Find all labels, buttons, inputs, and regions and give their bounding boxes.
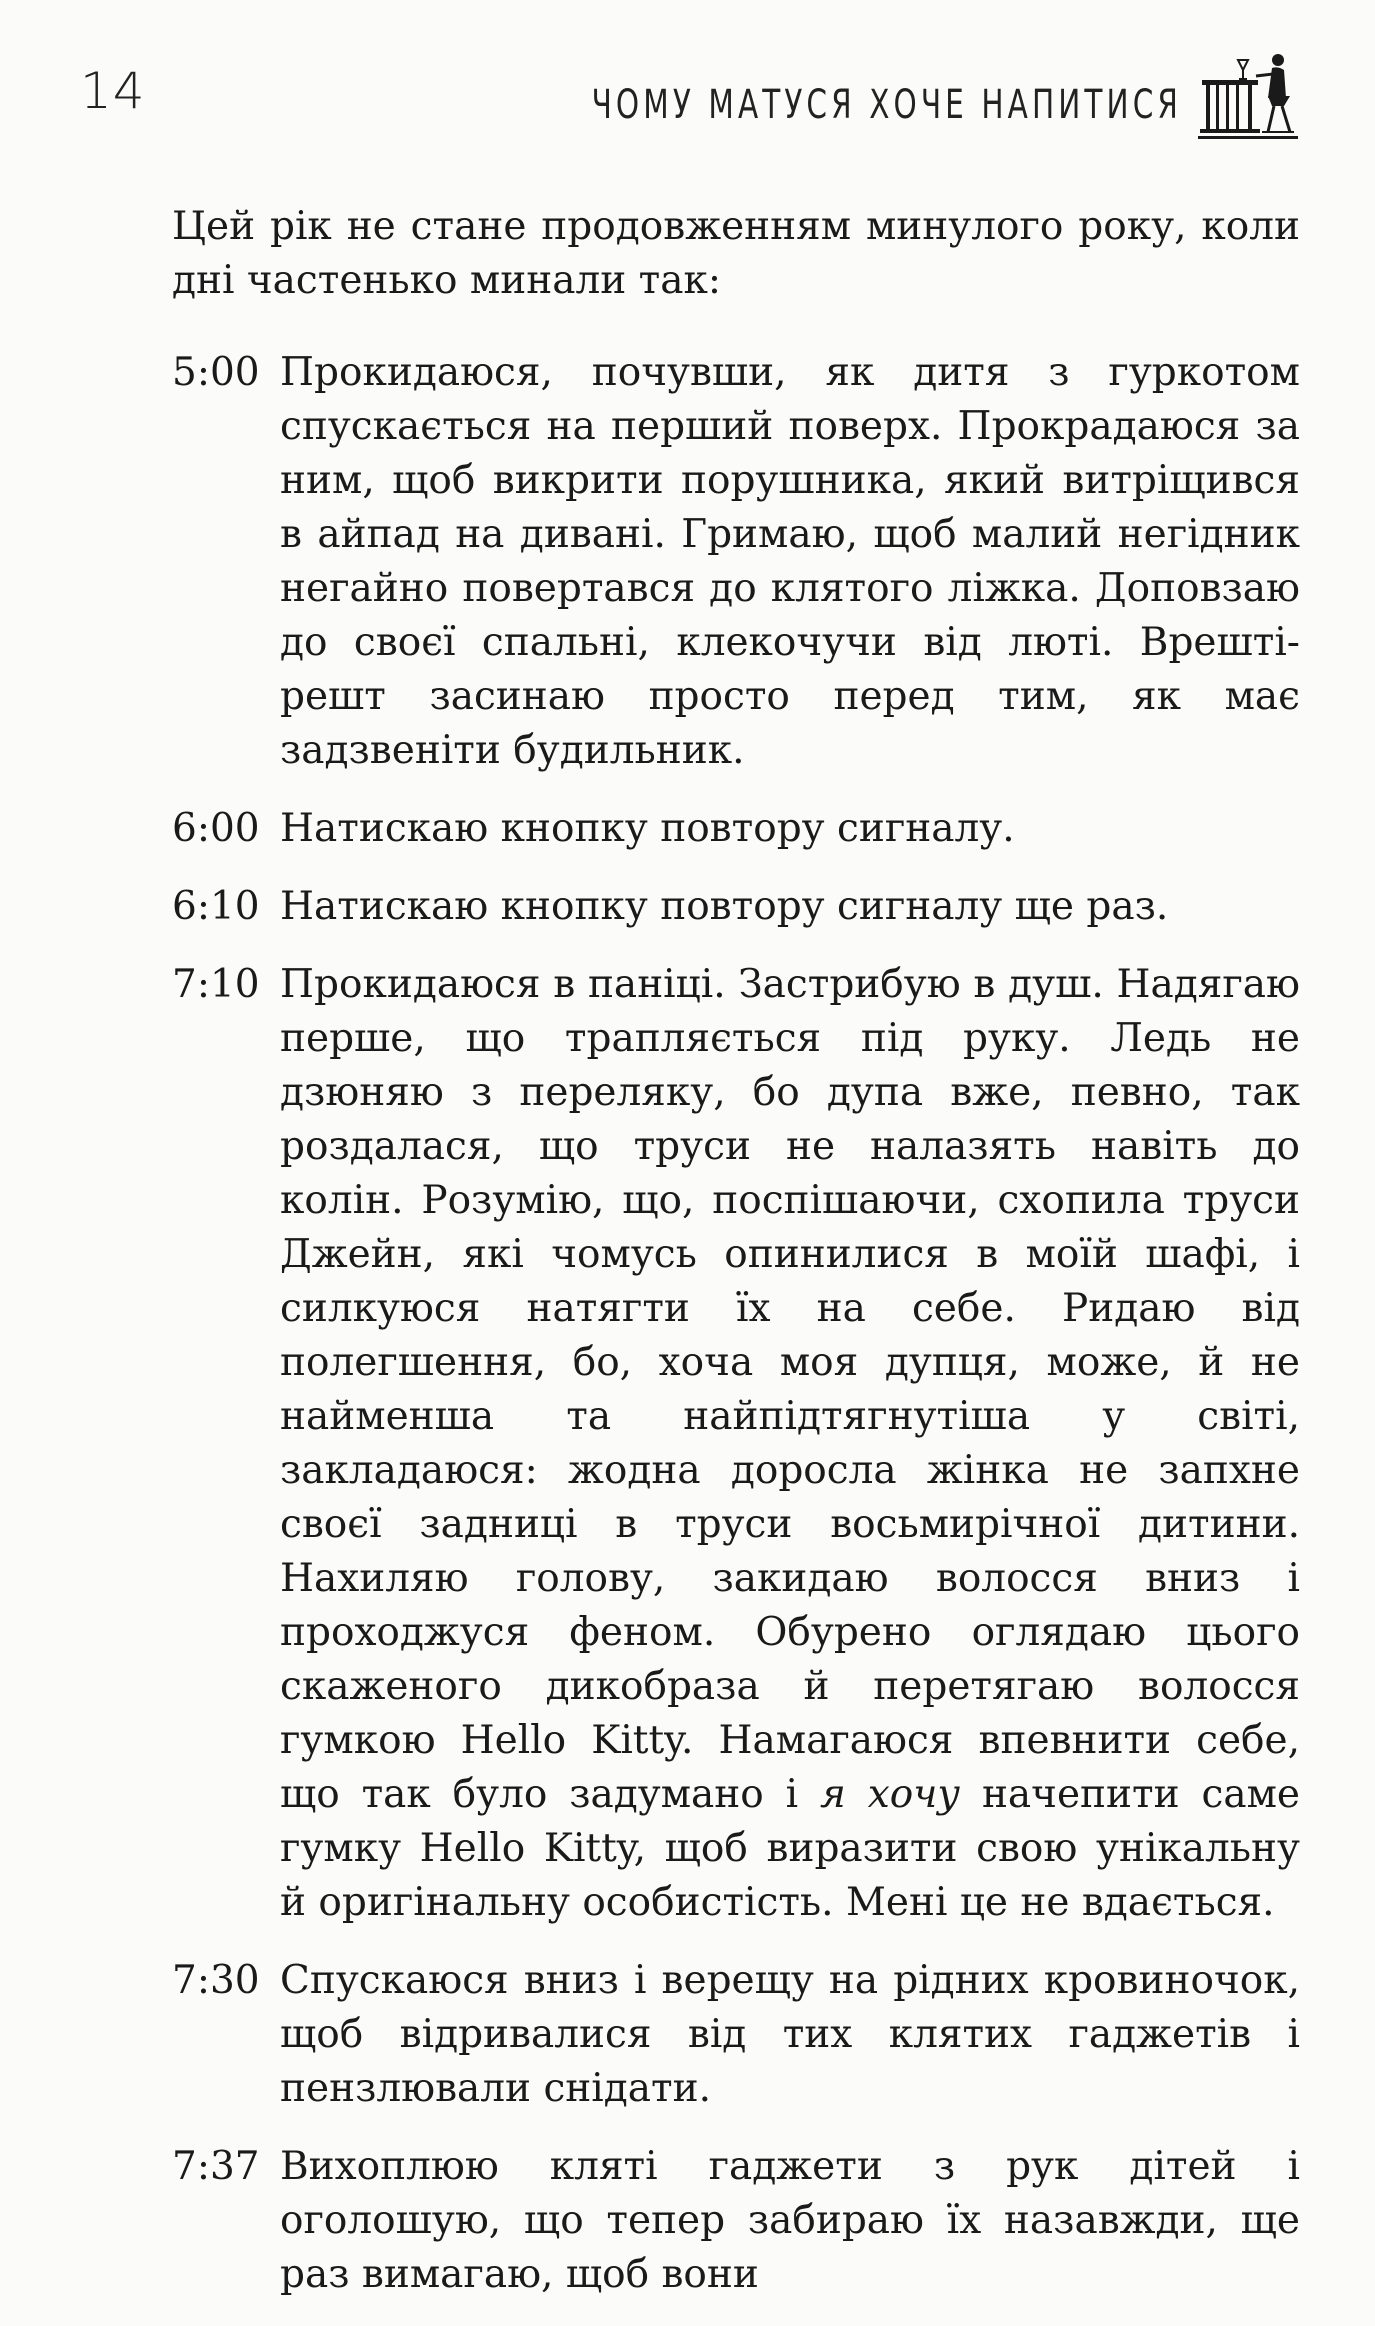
entry-text: Вихоплюю кляті гаджети з рук дітей і оголошую, що тепер забираю їх назавжди, ще раз вимагаю, щоб вони (280, 2144, 1300, 2297)
entry-time: 7:30 (172, 1958, 260, 2003)
woman-with-wine-at-table-icon (1198, 46, 1303, 142)
schedule-entry (172, 1954, 1300, 2116)
running-title: ЧОМУ МАТУСЯ ХОЧЕ НАПИТИСЯ (591, 82, 1182, 128)
entry-text (280, 958, 1300, 1930)
entry-text: Натискаю кнопку повтору сигналу ще раз. (280, 884, 1169, 929)
page-body (172, 200, 1300, 2326)
schedule-entry (172, 958, 1300, 1930)
entry-time: 5:00 (172, 350, 260, 395)
schedule-entry (172, 880, 1300, 934)
entry-text-part: начепити саме гумку Hello Kitty, щоб виразити свою унікальну й оригінальну особистість. Мені це не вдається. (280, 1772, 1300, 1925)
schedule-entry (172, 2140, 1300, 2302)
entry-text-part: Прокидаюся в паніці. Застрибую в душ. Надягаю перше, що трапляється під руку. Ледь не дзюняю з переляку, бо дупа вже, певно, так роздалася, що труси не налазять навіть до колін. Розумію, що, поспішаючи, схопила труси Джейн, які чомусь опинилися в моїй шафі, і силкуюся натягти їх на себе. Ридаю від полегшення, бо, хоча моя дупця, може, й не найменша та найпідтягнутіша у світі, закладаюся: жодна доросла жінка не запхне своєї задниці в труси восьмирічної дитини. Нахиляю голову, закидаю волосся вниз і проходжуся феном. Обурено оглядаю цього скаженого дикобраза й перетягаю волосся гумкою Hello Kitty. Намагаюся впевнити себе, що так було задумано і (280, 962, 1300, 1817)
entry-time: 7:37 (172, 2144, 260, 2189)
schedule-entry (172, 346, 1300, 778)
entry-text: Спускаюся вниз і верещу на рідних кровиночок, щоб відривалися від тих клятих гаджетів і пензлювали снідати. (280, 1958, 1300, 2111)
entry-time: 6:10 (172, 884, 260, 929)
schedule-entry (172, 802, 1300, 856)
entry-time: 6:00 (172, 806, 260, 851)
entry-text: Натискаю кнопку повтору сигналу. (280, 806, 1015, 851)
entry-text: Прокидаюся, почувши, як дитя з гуркотом спускається на перший поверх. Прокрадаюся за ним, щоб викрити порушника, який витріщився в айпад на дивані. Гримаю, щоб малий негідник негайно повертався до клятого ліжка. Доповзаю до своєї спальні, клекочучи від люті. Врешті-решт засинаю просто перед тим, як має задзвеніти будильник. (280, 350, 1300, 773)
entry-text-emphasis: я хочу (820, 1772, 961, 1817)
page-number: 14 (80, 62, 146, 120)
entry-time: 7:10 (172, 962, 260, 1007)
intro-paragraph: Цей рік не стане продовженням минулого року, коли дні частенько минали так: (172, 204, 1300, 303)
